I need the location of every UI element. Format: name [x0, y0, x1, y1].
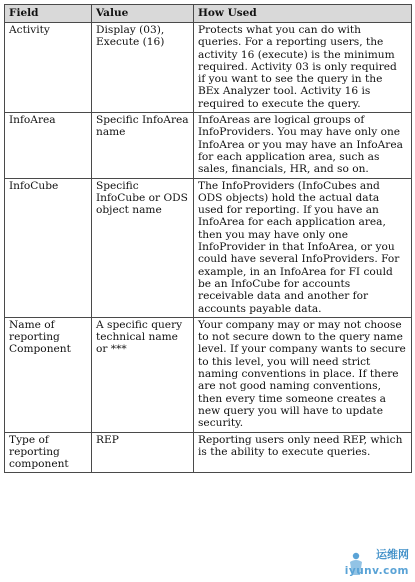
cell-how-used	[194, 113, 412, 178]
cell-value	[92, 317, 194, 432]
site-watermark	[344, 545, 411, 579]
cell-value	[92, 432, 194, 473]
watermark-text: iyunv.com	[344, 565, 409, 577]
how-used-text: Protects what you can do with queries. For a reporting users, the activity 16 (execute) is the minimum required. Activity 03 is only required if you want to see the query in the BEx Analyzer tool. Activity 16 is required to execute the query.	[198, 24, 397, 110]
security-fields-table	[4, 4, 412, 473]
header-field: Field	[5, 5, 92, 23]
cell-field	[5, 178, 92, 317]
field-text: Type of reporting component	[9, 433, 69, 471]
field-text: InfoArea	[9, 114, 56, 127]
how-used-text: The InfoProviders (InfoCubes and ODS objects) hold the actual data used for reporting. If you have an InfoArea for each application area, then you may have only one InfoProvider in that InfoArea, or you could have several InfoProviders. For example, in an InfoArea for FI could be an InfoCube for accounts receivable data and another for accounts payable data.	[198, 179, 400, 315]
watermark-cn-text: 运维网	[376, 548, 409, 561]
table-row	[5, 317, 412, 432]
value-text: Specific InfoArea name	[96, 114, 189, 139]
cell-field	[5, 432, 92, 473]
how-used-text: Your company may or may not choose to not secure down to the query name level. If your company wants to secure to this level, you will need strict naming conventions in place. If there are not good naming conventions, then every time someone creates a new query you will have to update security.	[198, 318, 406, 430]
value-text: Specific InfoCube or ODS object name	[96, 179, 188, 217]
header-value: Value	[92, 5, 194, 23]
how-used-text: Reporting users only need REP, which is the ability to execute queries.	[198, 433, 403, 458]
cell-field	[5, 23, 92, 113]
cell-value	[92, 178, 194, 317]
cell-how-used	[194, 432, 412, 473]
cell-how-used	[194, 178, 412, 317]
value-text: A specific query technical name or ***	[96, 318, 183, 356]
field-text: InfoCube	[9, 179, 59, 192]
cell-value	[92, 23, 194, 113]
header-how-used: How Used	[194, 5, 412, 23]
field-text: Activity	[9, 24, 50, 36]
table-row	[5, 23, 412, 113]
value-text: REP	[96, 433, 119, 446]
table-row	[5, 178, 412, 317]
cell-field	[5, 317, 92, 432]
document-page	[4, 4, 411, 473]
table-row	[5, 113, 412, 178]
table-header-row	[5, 5, 412, 23]
cell-how-used	[194, 23, 412, 113]
cell-value	[92, 113, 194, 178]
table-row	[5, 432, 412, 473]
field-text: Name of reporting Component	[9, 318, 71, 356]
cell-how-used	[194, 317, 412, 432]
how-used-text: InfoAreas are logical groups of InfoProviders. You may have only one InfoArea or you may have an InfoArea for each application area, such as sales, financials, HR, and so on.	[198, 114, 403, 176]
cell-field	[5, 113, 92, 178]
value-text: Display (03), Execute (16)	[96, 24, 165, 49]
